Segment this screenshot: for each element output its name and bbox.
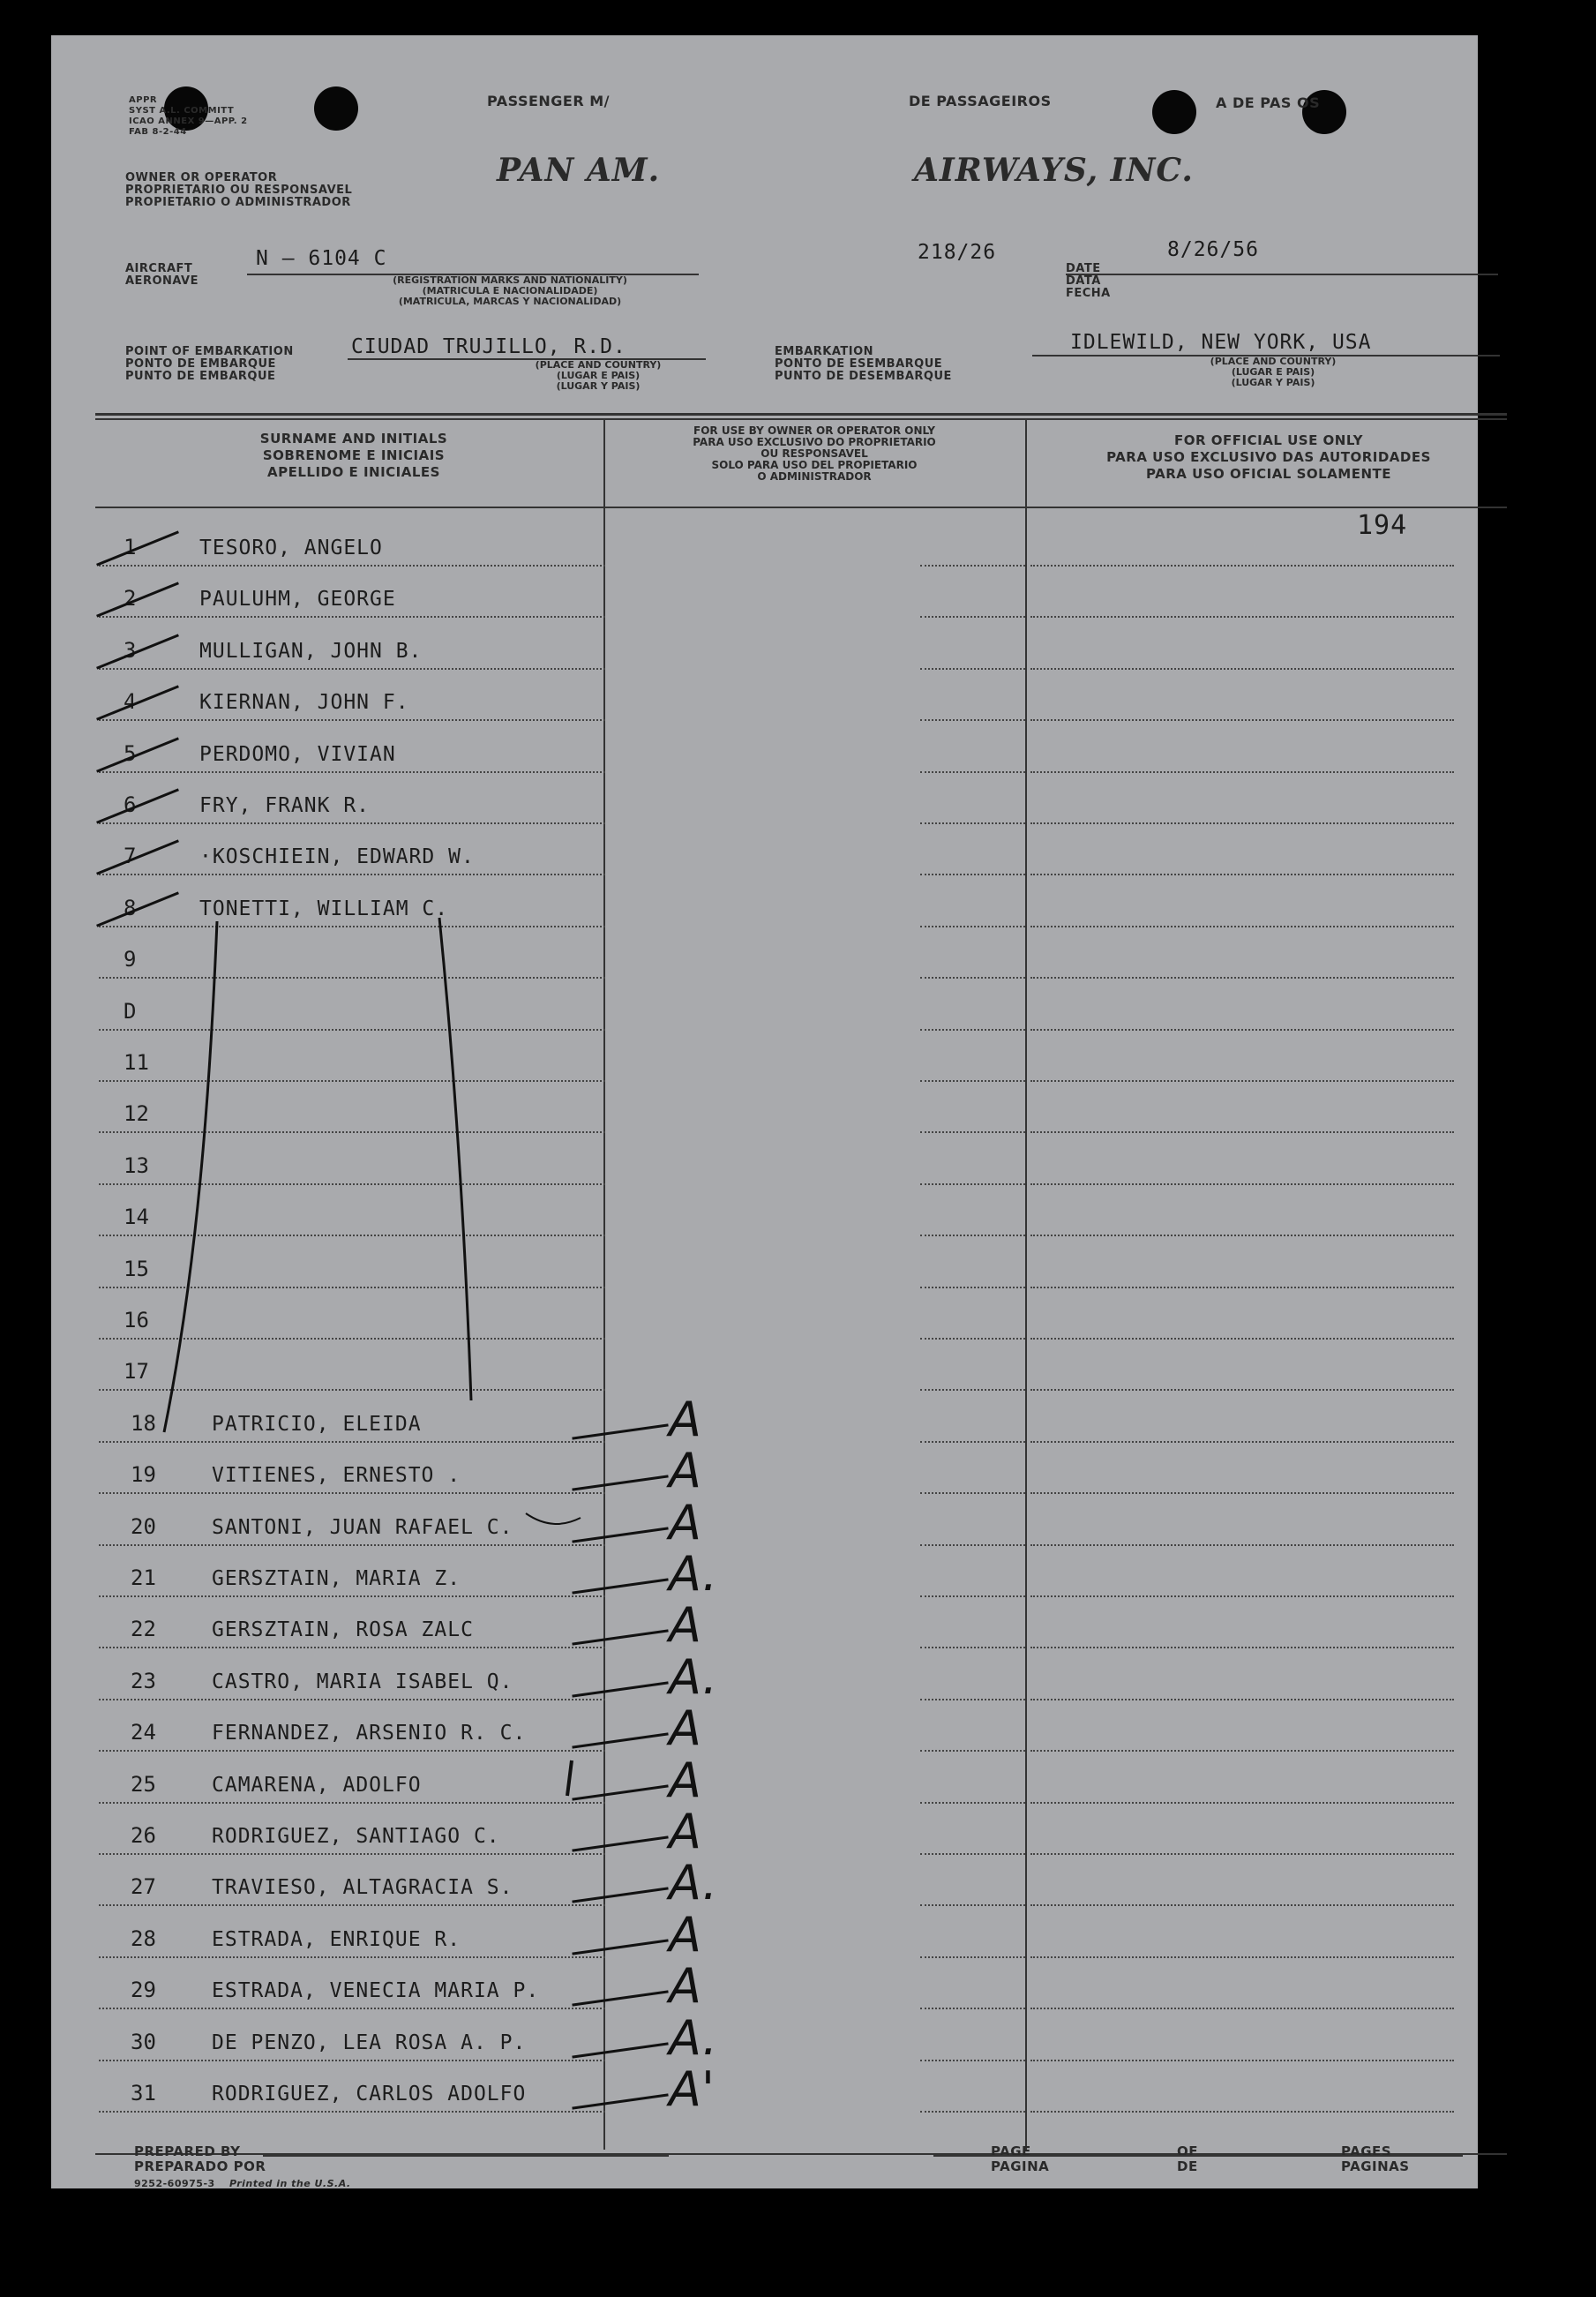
passenger-name: FRY, FRANK R. bbox=[199, 794, 371, 817]
passenger-name: GERSZTAIN, ROSA ZALC bbox=[212, 1618, 474, 1641]
column-header-line: FOR OFFICIAL USE ONLY bbox=[1174, 432, 1363, 448]
row-number: 19 bbox=[131, 1462, 156, 1487]
prepared-label bbox=[134, 2144, 266, 2174]
date-label-line: DATE bbox=[1066, 262, 1101, 275]
date-label-line: DATA bbox=[1066, 274, 1101, 288]
passenger-name: KIERNAN, JOHN F. bbox=[199, 691, 409, 714]
passenger-name: TRAVIESO, ALTAGRACIA S. bbox=[212, 1876, 513, 1899]
flight-number: 218/26 bbox=[918, 241, 997, 264]
approval-line: ICAO ANNEX 9—APP. 2 bbox=[129, 116, 248, 126]
row-number: 8 bbox=[124, 896, 137, 920]
row-number: 24 bbox=[131, 1720, 156, 1745]
passenger-name: CAMARENA, ADOLFO bbox=[212, 1774, 422, 1797]
row-number: 4 bbox=[124, 689, 137, 714]
aircraft-sub-line: (MATRICULA, MARCAS Y NACIONALIDAD) bbox=[398, 296, 622, 307]
approval-line: APPR bbox=[129, 95, 158, 105]
of-label bbox=[1177, 2144, 1198, 2174]
passenger-name: FERNANDEZ, ARSENIO R. C. bbox=[212, 1722, 527, 1745]
pages-label bbox=[1341, 2144, 1410, 2174]
approval-line: SYST A.L. COMMITT bbox=[129, 106, 235, 116]
form-number-text: 9252-60975-3 bbox=[134, 2178, 215, 2189]
handwritten-mark: A. bbox=[669, 2010, 718, 2066]
disembarkation-sub-line: (PLACE AND COUNTRY) bbox=[1210, 356, 1337, 367]
approval-line: FAB 8-2-44 bbox=[129, 127, 187, 137]
column-header-line: FOR USE BY OWNER OR OPERATOR ONLY bbox=[693, 424, 935, 437]
passenger-name: VITIENES, ERNESTO . bbox=[212, 1464, 461, 1487]
form-title-right: A DE PAS OS bbox=[1216, 94, 1321, 111]
handwritten-bracket bbox=[51, 35, 1478, 2188]
row-number: 23 bbox=[131, 1669, 156, 1693]
row-number: 9 bbox=[124, 947, 137, 972]
passenger-name: TESORO, ANGELO bbox=[199, 537, 383, 559]
passenger-name: PERDOMO, VIVIAN bbox=[199, 743, 396, 766]
prepared-underline bbox=[263, 2155, 669, 2157]
date-label-line: FECHA bbox=[1066, 287, 1111, 300]
handwritten-mark: A bbox=[669, 1392, 701, 1447]
aircraft-sub-line: (MATRICULA E NACIONALIDADE) bbox=[422, 285, 598, 297]
row-number: 17 bbox=[124, 1359, 149, 1384]
handwritten-mark: A. bbox=[669, 1855, 718, 1910]
column-header-line: PARA USO EXCLUSIVO DAS AUTORIDADES bbox=[1106, 449, 1431, 465]
row-number: 16 bbox=[124, 1308, 149, 1332]
embarkation-place: CIUDAD TRUJILLO, R.D. bbox=[351, 335, 626, 358]
passenger-name: MULLIGAN, JOHN B. bbox=[199, 640, 423, 663]
owner-label-line: PROPRIETARIO OU RESPONSAVEL bbox=[125, 184, 353, 197]
handwritten-mark: A bbox=[669, 1804, 701, 1859]
column-header-line: SURNAME AND INITIALS bbox=[259, 431, 448, 447]
row-number: 26 bbox=[131, 1823, 156, 1848]
row-number: 28 bbox=[131, 1926, 156, 1951]
handwritten-mark: A. bbox=[669, 1546, 718, 1602]
form-number bbox=[134, 2178, 351, 2190]
disembarkation-label-line: PUNTO DE DESEMBARQUE bbox=[775, 370, 952, 383]
passenger-name: ESTRADA, VENECIA MARIA P. bbox=[212, 1979, 540, 2002]
aircraft-label-line: AIRCRAFT bbox=[125, 262, 193, 275]
disembarkation-label-line: PONTO DE ESEMBARQUE bbox=[775, 357, 943, 371]
flight-date: 8/26/56 bbox=[1167, 238, 1259, 261]
handwritten-mark: A bbox=[669, 1700, 701, 1756]
row-number: 22 bbox=[131, 1617, 156, 1641]
printed-text: Printed in the U.S.A. bbox=[229, 2178, 351, 2189]
page-label bbox=[991, 2144, 1049, 2174]
column-header-line: O ADMINISTRADOR bbox=[757, 470, 872, 483]
row-number: 29 bbox=[131, 1978, 156, 2002]
row-number: 3 bbox=[124, 638, 137, 663]
prepared-label-line: PREPARADO POR bbox=[134, 2158, 266, 2174]
row-number: 2 bbox=[124, 586, 137, 611]
row-number: 12 bbox=[124, 1101, 149, 1126]
passenger-name: RODRIGUEZ, SANTIAGO C. bbox=[212, 1825, 500, 1848]
row-number: 27 bbox=[131, 1874, 156, 1899]
row-number: 14 bbox=[124, 1205, 149, 1229]
handwritten-mark: A bbox=[669, 1753, 701, 1808]
row-number: 13 bbox=[124, 1153, 149, 1178]
column-header-line: APELLIDO E INICIALES bbox=[267, 464, 440, 480]
row-number: 25 bbox=[131, 1772, 156, 1797]
row-number: D bbox=[124, 999, 137, 1024]
pages-label-line: PAGINAS bbox=[1341, 2158, 1410, 2174]
row-number: 11 bbox=[124, 1050, 149, 1075]
passenger-name: CASTRO, MARIA ISABEL Q. bbox=[212, 1670, 513, 1693]
embarkation-sub-line: (LUGAR E PAIS) bbox=[556, 370, 641, 381]
disembarkation-label-line: EMBARKATION bbox=[775, 345, 874, 358]
passenger-name: ·KOSCHIEIN, EDWARD W. bbox=[199, 845, 475, 868]
column-header-line: SOLO PARA USO DEL PROPIETARIO bbox=[711, 459, 918, 471]
embarkation-label-line: PUNTO DE EMBARQUE bbox=[125, 370, 276, 383]
form-title-mid: DE PASSAGEIROS bbox=[909, 93, 1052, 109]
form-title-left: PASSENGER M/ bbox=[487, 93, 611, 109]
handwritten-mark: A' bbox=[669, 2061, 715, 2117]
row-number: 6 bbox=[124, 792, 137, 817]
column-header-line: SOBRENOME E INICIAIS bbox=[262, 447, 446, 463]
pages-label-line: PAGES bbox=[1341, 2143, 1392, 2159]
aircraft-sub-line: (REGISTRATION MARKS AND NATIONALITY) bbox=[393, 274, 627, 286]
disembarkation-sub-line: (LUGAR Y PAIS) bbox=[1231, 377, 1315, 388]
aircraft-label-line: AERONAVE bbox=[125, 274, 199, 288]
manifest-page bbox=[51, 35, 1478, 2188]
handwritten-mark: A bbox=[669, 1907, 701, 1963]
column-header-line: OU RESPONSAVEL bbox=[761, 447, 868, 460]
row-number: 21 bbox=[131, 1565, 156, 1590]
embarkation-sub-line: (LUGAR Y PAIS) bbox=[556, 380, 641, 392]
embarkation-sub-line: (PLACE AND COUNTRY) bbox=[535, 359, 662, 371]
aircraft-registration: N — 6104 C bbox=[256, 247, 387, 270]
row-number: 30 bbox=[131, 2030, 156, 2054]
brand-right: AIRWAYS, INC. bbox=[914, 152, 1194, 189]
of-label-line: OF bbox=[1177, 2143, 1198, 2159]
embarkation-label-line: POINT OF EMBARKATION bbox=[125, 345, 294, 358]
handwritten-mark: A bbox=[669, 1443, 701, 1498]
row-number: 18 bbox=[131, 1411, 156, 1436]
passenger-name: RODRIGUEZ, CARLOS ADOLFO bbox=[212, 2083, 527, 2106]
embarkation-label-line: PONTO DE EMBARQUE bbox=[125, 357, 276, 371]
row-number: 5 bbox=[124, 741, 137, 766]
official-number: 194 bbox=[1357, 510, 1408, 541]
column-header-line: PARA USO EXCLUSIVO DO PROPRIETARIO bbox=[693, 436, 936, 448]
handwritten-mark: A. bbox=[669, 1649, 718, 1705]
handwritten-mark: A bbox=[669, 1958, 701, 2014]
handwritten-mark: A bbox=[669, 1495, 701, 1550]
row-number: 1 bbox=[124, 535, 137, 559]
row-number: 7 bbox=[124, 844, 137, 868]
passenger-name: PATRICIO, ELEIDA bbox=[212, 1413, 422, 1436]
owner-label-line: OWNER OR OPERATOR bbox=[125, 171, 278, 184]
column-header-line: PARA USO OFICIAL SOLAMENTE bbox=[1145, 466, 1392, 482]
passenger-name: PAULUHM, GEORGE bbox=[199, 588, 396, 611]
brand-left: PAN AM. bbox=[497, 152, 661, 189]
passenger-name: ESTRADA, ENRIQUE R. bbox=[212, 1928, 461, 1951]
passenger-name: DE PENZO, LEA ROSA A. P. bbox=[212, 2031, 527, 2054]
passenger-name: GERSZTAIN, MARIA Z. bbox=[212, 1567, 461, 1590]
row-number: 15 bbox=[124, 1257, 149, 1281]
passenger-name: TONETTI, WILLIAM C. bbox=[199, 897, 449, 920]
page-label-line: PAGE bbox=[991, 2143, 1031, 2159]
handwritten-mark: A bbox=[669, 1597, 701, 1653]
prepared-label-line: PREPARED BY bbox=[134, 2143, 241, 2159]
passenger-name: SANTONI, JUAN RAFAEL C. bbox=[212, 1516, 513, 1539]
row-number: 20 bbox=[131, 1514, 156, 1539]
row-number: 31 bbox=[131, 2081, 156, 2106]
of-label-line: DE bbox=[1177, 2158, 1198, 2174]
page-underline bbox=[933, 2155, 1463, 2157]
page-label-line: PAGINA bbox=[991, 2158, 1050, 2174]
disembarkation-place: IDLEWILD, NEW YORK, USA bbox=[1070, 331, 1372, 354]
owner-label-line: PROPIETARIO O ADMINISTRADOR bbox=[125, 196, 351, 209]
disembarkation-sub-line: (LUGAR E PAIS) bbox=[1231, 366, 1315, 378]
